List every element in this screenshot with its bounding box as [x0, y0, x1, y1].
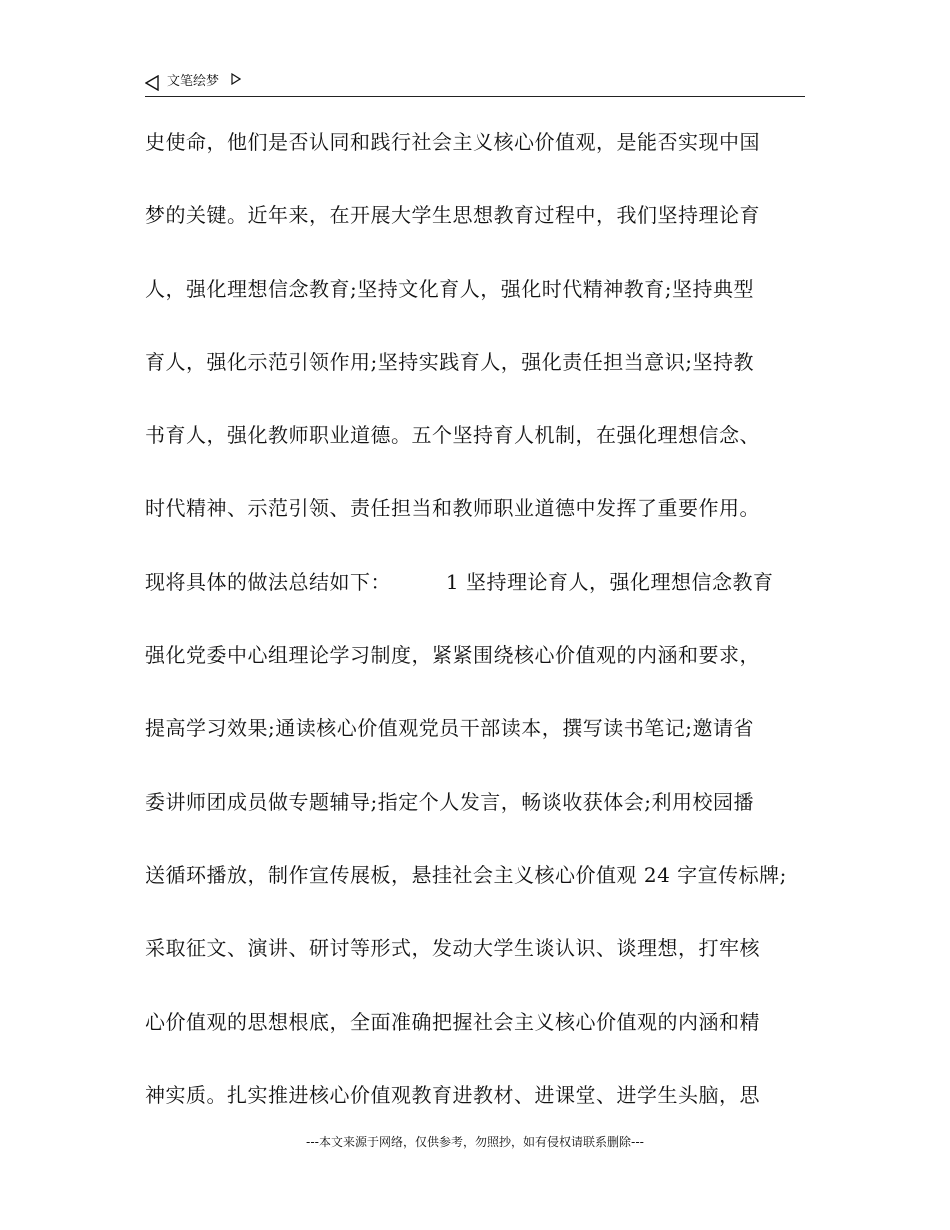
document-body	[145, 124, 825, 1150]
body-line: 委讲师团成员做专题辅导;指定个人发言，畅谈收获体会;利用校园播	[145, 789, 754, 814]
body-line: 书育人，强化教师职业道德。五个坚持育人机制，在强化理想信念、	[145, 423, 760, 448]
body-line: 梦的关键。近年来，在开展大学生思想教育过程中，我们坚持理论育	[145, 203, 760, 228]
body-line: 人，强化理想信念教育;坚持文化育人，强化时代精神教育;坚持典型	[145, 276, 754, 301]
body-line: 现将具体的做法总结如下： 1 坚持理论育人，强化理想信念教育	[145, 569, 774, 594]
body-line: 送循环播放，制作宣传展板，悬挂社会主义核心价值观 24 字宣传标牌;	[145, 862, 787, 887]
body-line: 强化党委中心组理论学习制度，紧紧围绕核心价值观的内涵和要求，	[145, 643, 760, 668]
body-line: 时代精神、示范引领、责任担当和教师职业道德中发挥了重要作用。	[145, 496, 760, 521]
header-title: 文笔绘梦	[167, 74, 220, 89]
body-line: 史使命，他们是否认同和践行社会主义核心价值观，是能否实现中国	[145, 130, 760, 154]
page-footer: ---本文来源于网络，仅供参考，勿照抄，如有侵权请联系删除---	[306, 1135, 644, 1149]
body-line: 心价值观的思想根底，全面准确把握社会主义核心价值观的内涵和精	[145, 1009, 760, 1034]
triangle-left-icon	[145, 75, 159, 91]
body-line: 育人，强化示范引领作用;坚持实践育人，强化责任担当意识;坚持教	[145, 349, 754, 374]
body-line: 提高学习效果;通读核心价值观党员干部读本，撰写读书笔记;邀请省	[145, 716, 754, 741]
body-line: 神实质。扎实推进核心价值观教育进教材、进课堂、进学生头脑，思	[145, 1082, 760, 1107]
body-line: 采取征文、演讲、研讨等形式，发动大学生谈认识、谈理想，打牢核	[145, 936, 760, 961]
triangle-right-icon	[231, 73, 241, 85]
page-header	[145, 72, 805, 97]
